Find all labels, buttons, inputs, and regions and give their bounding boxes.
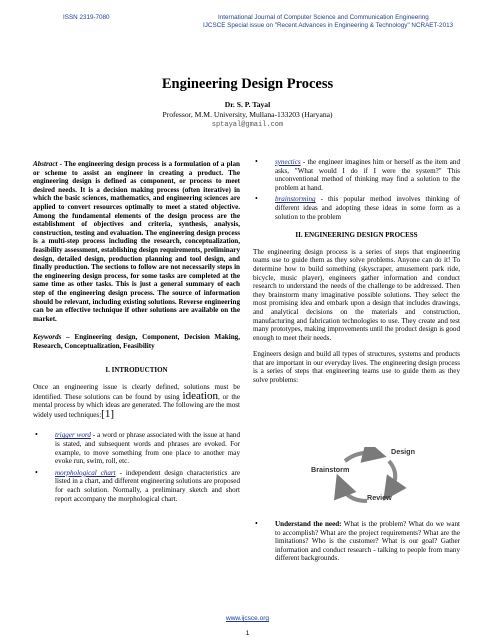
list-item: • morphological chart - independent design characteristics are listed in a chart, and different engineering solutions are proposed for each solution. Normally, a preliminary sketch and short report accompany the morphological chart. (33, 469, 240, 503)
figure-label-brainstorm: Brainstorm (311, 465, 350, 474)
abstract (33, 160, 240, 323)
technique-link[interactable]: morphological chart (55, 468, 116, 477)
design-process-paragraph-2: Engineers design and build all types of structures, systems and products that are important in our everyday lives. The engineering design process is a series of steps that engineering teams use to guide them as they solve problems: (253, 350, 460, 385)
list-item: • trigger word - a word or phrase associated with the issue at hand is stated, and subsequent words and phrases are evoked. For example, to move something from one place to another may evoke run, swim, roll, etc. (33, 431, 240, 465)
abstract-label: Abstract - (33, 160, 62, 168)
technique-link[interactable]: brainstorming (275, 195, 316, 204)
steps-column (253, 520, 460, 566)
author-name: Dr. S. P. Tayal (224, 100, 271, 109)
technique-link[interactable]: synectics (275, 158, 301, 166)
issn: ISSN 2319-7080 (63, 14, 110, 21)
citation-ref: [1] (101, 407, 114, 420)
author-affiliation: Professor, M.M. University, Mullana-133203 (Haryana) (162, 110, 333, 119)
author-email: sptayal@gmail.com (211, 121, 284, 129)
techniques-list-left (33, 431, 240, 503)
design-process-paragraph-1: The engineering design process is a series of steps that engineering teams use to guide them as they solve problems. Anyone can do it! To determine how to build something (skyscraper, amusement park ride, bicycle, music player), engineers gather information and conduct research to understand the needs of the challenge to be addressed. Then they brainstorm many imaginative possible solutions. They select the most promising idea and embark upon a design that includes drawings, and analytical decisions on the materials and construction, manufacturing and fabrication technologies to use. They create and test many prototypes, making improvements until the product design is good enough to meet their needs. (253, 247, 460, 342)
page-number: 1 (245, 630, 250, 637)
step-label: Understand the need: (275, 520, 342, 528)
steps-list (253, 520, 460, 563)
ideation-term: ideation (182, 389, 218, 402)
list-item: • synectics - the engineer imagines him or herself as the item and asks, "What would I do if I were the system?" This unconventional method of thinking may find a solution to the problem at hand. (253, 158, 460, 192)
footer-website-link[interactable]: www.ijcsce.org (226, 615, 269, 622)
techniques-list-right (253, 158, 460, 221)
cycle-arrow-bottom (341, 485, 367, 501)
section-heading-design-process: II. ENGINEERING DESIGN PROCESS (295, 231, 418, 240)
introduction-paragraph: Once an engineering issue is clearly defined, solutions must be identified. These solutions can be found by using ideation, or the mental process by which ideas are generated. The following are the most widely used techniques:[1] (33, 383, 240, 420)
journal-name: International Journal of Computer Science and Communication Engineering (218, 14, 429, 21)
keywords-label: Keywords (33, 333, 62, 342)
paper-title: Engineering Design Process (161, 76, 334, 92)
left-column (33, 160, 240, 506)
cycle-arrow-top (345, 453, 375, 461)
special-issue-line: IJCSCE Special issue on "Recent Advances in Engineering & Technology" NCRAET-2013 (203, 22, 454, 29)
section-heading-introduction: I. INTRODUCTION (105, 366, 168, 375)
cycle-arrow-right (389, 461, 395, 491)
abstract-text: The engineering design process is a formulation of a plan or scheme to assist an engineer in creating a product. The engineering design is defined as component, or process to meet desired needs. It is a decision making process (often iterative) in which the basic sciences, mathematics, and engineering sciences are applied to convert resources optimally to meet a stated objective. Among the fundamental elements of the design process are the establishment of objectives and criteria, synthesis, analysis, construction, testing and evaluation. The engineering design process is a multi-step process including the research, conceptualization, feasibility assessment, establishing design requirements, preliminary design, detailed design, production planning and tool design, and finally production. The sections to follow are not necessarily steps in the engineering design process, for some tasks are completed at the same time as other tasks. This is just a general summary of each step of the engineering design process. The source of information should be relevant, including existing solutions. Reverse engineering can be an effective technique if other solutions are available on the market. (33, 160, 240, 323)
keywords (33, 333, 240, 350)
technique-link[interactable]: trigger word (55, 431, 91, 440)
figure-label-review: Review (367, 493, 392, 502)
figure-label-design: Design (391, 447, 415, 456)
keywords-text: – Engineering design, Component, Decision Making, Research, Conceptualization, Feasibility (33, 333, 240, 350)
design-cycle-figure (293, 447, 443, 510)
list-item: • Understand the need: What is the problem? What do we want to accomplish? What are the project requirements? What are the limitations? Who is the customer? What is our goal? Gather information and conduct research - talking to people from many different backgrounds. (253, 520, 460, 563)
right-column (253, 158, 460, 385)
list-item: • brainstorming - this popular method involves thinking of different ideas and adopting these ideas in some form as a solution to the problem (253, 195, 460, 221)
